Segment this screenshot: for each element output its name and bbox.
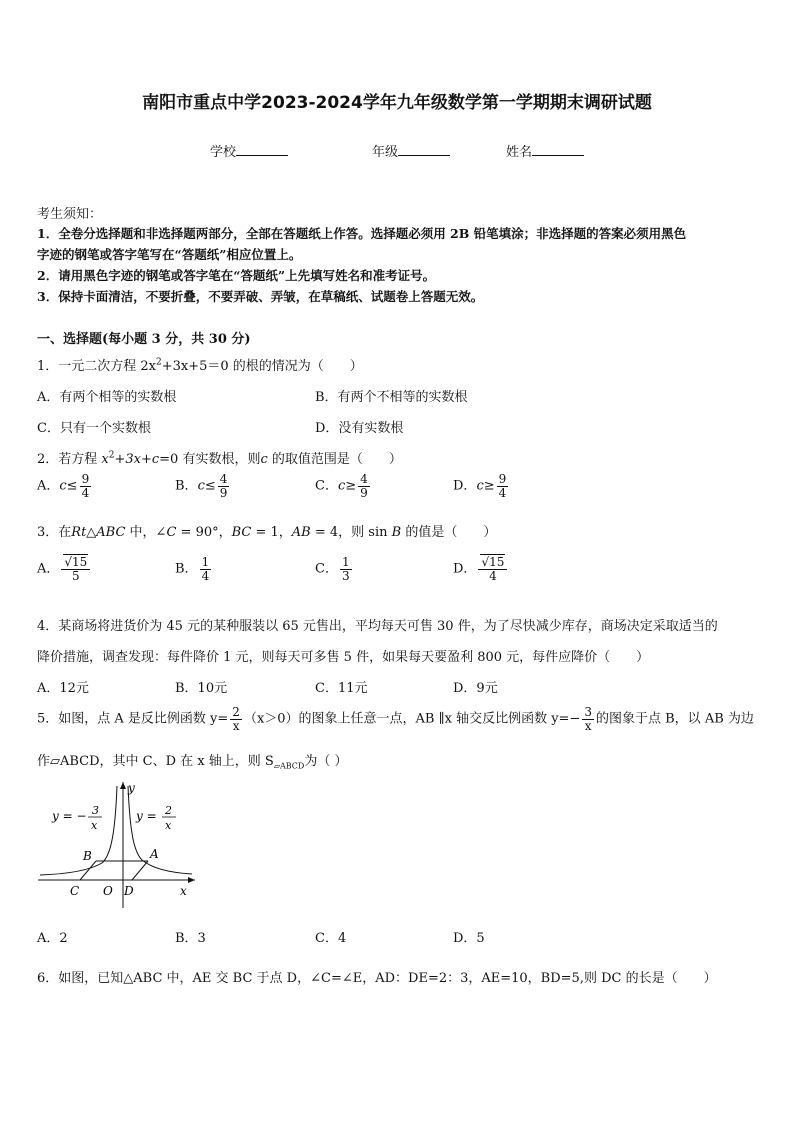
left-curve-label: y = − <box>52 809 87 823</box>
q1-option-c[interactable]: C．只有一个实数根 <box>37 421 151 436</box>
q1-option-b[interactable]: B．有两个不相等的实数根 <box>315 390 468 405</box>
q1-option-d[interactable]: D．没有实数根 <box>315 421 404 436</box>
q2-b-label: B． <box>175 478 198 494</box>
q5-text-pre: 5．如图，点 A 是反比例函数 y= <box>37 711 229 727</box>
q3-text-1: 中，∠ <box>125 525 167 540</box>
q3-b: B <box>391 525 402 540</box>
q4-option-d[interactable]: D．9元 <box>453 681 498 696</box>
q2-var: c <box>260 452 268 467</box>
q1-sup: 2 <box>156 357 162 368</box>
point-d-label: D <box>124 884 134 898</box>
segment-ad <box>132 861 148 880</box>
q3-bc: BC <box>231 525 252 540</box>
q5-fraction-1 <box>230 706 242 732</box>
right-curve-den: x <box>165 819 172 832</box>
point-c-label: C <box>70 884 80 898</box>
q3-d-radical: √15 <box>481 555 505 569</box>
q5-text-mid: （x＞0）的图象上任意一点，AB ∥x 轴交反比例函数 y=− <box>243 711 581 727</box>
q5-option-d[interactable]: D．5 <box>453 931 485 946</box>
q5-f1-num: 2 <box>232 705 240 719</box>
q3-option-b[interactable] <box>175 556 213 582</box>
q5-option-b[interactable]: B．3 <box>175 931 206 946</box>
left-curve-den: x <box>91 819 98 832</box>
q3-b-fraction <box>200 556 212 582</box>
school-blank[interactable] <box>236 143 288 156</box>
y-axis-arrow <box>120 782 126 789</box>
q2-c-rel: c≥ <box>337 478 357 494</box>
q1-text-post: +3x+5＝0 的根的情况为（ ） <box>161 359 363 374</box>
q3-a-label: A． <box>37 561 60 577</box>
q2-c-den: 9 <box>360 485 368 500</box>
point-b-label: B <box>83 849 92 863</box>
q3-option-d[interactable] <box>453 556 509 582</box>
notice-heading: 考生须知： <box>37 207 103 222</box>
q5-text-post: 的图象于点 B，以 AB 为边 <box>596 711 754 727</box>
notice-line-1b: 字迹的钢笔或答字笔写在“答题纸”相应位置上。 <box>37 247 302 262</box>
q2-a-label: A． <box>37 478 60 494</box>
question-2 <box>37 448 402 467</box>
grade-blank[interactable] <box>398 143 450 156</box>
q2-a-den: 4 <box>81 485 90 500</box>
notice-line-1a: 1．全卷分选择题和非选择题两部分，全部在答题纸上作答。选择题必须用 2B 铅笔填涂；非选择题的答案必须用黑色 <box>37 226 687 241</box>
q1-option-a[interactable]: A．有两个相等的实数根 <box>37 390 177 405</box>
q3-a-fraction <box>61 556 90 582</box>
q3-c-num: 1 <box>341 555 350 569</box>
question-4-line-2: 降价措施，调查发现：每件降价 1 元，则每天可多售 5 件，如果每天要盈利 800 元，每件应降价（ ） <box>37 650 650 665</box>
notice-line-2: 2．请用黑色字迹的钢笔或答字笔在“答题纸”上先填写姓名和准考证号。 <box>37 268 436 283</box>
q2-b-fraction <box>218 473 230 499</box>
x-axis-label: x <box>180 884 187 898</box>
q2-d-den: 4 <box>498 485 507 500</box>
q2-eq-b: +3x+c <box>114 452 160 467</box>
q2-c-label: C． <box>315 478 338 494</box>
q2-sup: 2 <box>108 450 115 461</box>
q3-angle-c: C <box>166 525 177 540</box>
q3-text-2: = 90°， <box>176 525 232 540</box>
q2-text-post: 的取值范围是（ ） <box>267 452 402 467</box>
school-label: 学校 <box>210 145 237 160</box>
q4-option-a[interactable]: A．12元 <box>37 681 89 696</box>
q2-c-num: 4 <box>360 472 368 486</box>
q4-option-b[interactable]: B．10元 <box>175 681 228 696</box>
q3-triangle: Rt△ABC <box>71 525 126 540</box>
q3-ab: AB <box>291 525 311 540</box>
right-curve-num: 2 <box>165 804 172 817</box>
section-heading: 一、选择题(每小题 3 分，共 30 分) <box>37 332 251 347</box>
q5-line2-sub: ▱ABCD <box>273 761 305 771</box>
left-curve-num: 3 <box>92 804 99 817</box>
q3-c-label: C． <box>315 561 338 577</box>
grade-field[interactable] <box>372 141 450 160</box>
q3-c-fraction <box>340 556 352 582</box>
question-3 <box>37 521 496 540</box>
q2-b-rel: c≤ <box>197 478 216 494</box>
q5-option-a[interactable]: A．2 <box>37 931 68 946</box>
q3-b-label: B． <box>175 561 198 577</box>
q3-d-fraction <box>478 556 507 582</box>
q2-b-num: 4 <box>219 472 228 486</box>
point-o-label: O <box>103 884 113 898</box>
q4-option-c[interactable]: C．11元 <box>315 681 368 696</box>
q2-d-num: 9 <box>498 472 507 486</box>
q3-text-4: = 4，则 sin <box>310 525 392 540</box>
curve-neg-3-over-x <box>40 786 117 875</box>
q3-b-den: 4 <box>201 568 210 583</box>
q2-d-label: D． <box>453 478 477 494</box>
q2-c-fraction <box>358 473 370 499</box>
question-5-line-2 <box>37 750 347 771</box>
notice-line-3: 3．保持卡面清洁，不要折叠，不要弄破、弄皱，在草稿纸、试题卷上答题无效。 <box>37 289 484 304</box>
school-field[interactable] <box>210 141 288 160</box>
q3-d-den: 4 <box>489 568 497 583</box>
question-6: 6．如图，已知△ABC 中，AE 交 BC 于点 D，∠C=∠E，AD：DE=2：3，AE=10，BD=5,则 DC 的长是（ ） <box>37 971 717 986</box>
x-axis-arrow <box>188 877 195 883</box>
q2-b-den: 9 <box>219 485 228 500</box>
q3-a-den: 5 <box>72 568 80 583</box>
q2-option-b[interactable] <box>175 473 231 499</box>
right-curve-label: y = <box>136 809 157 823</box>
q2-d-fraction <box>497 473 509 499</box>
q2-option-d[interactable] <box>453 473 510 499</box>
q5-f2-den: x <box>584 718 592 733</box>
q2-d-rel: c≥ <box>476 478 495 494</box>
question-5-line-1 <box>37 706 754 732</box>
q5-line2-post: 为（ ） <box>304 754 348 769</box>
q2-eq-a: x <box>101 452 109 467</box>
page-title: 南阳市重点中学2023-2024学年九年级数学第一学期期末调研试题 <box>142 93 652 113</box>
q3-b-num: 1 <box>201 555 210 569</box>
q2-text-pre: 2．若方程 <box>37 452 102 467</box>
q3-option-a[interactable] <box>37 556 92 582</box>
q3-d-label: D． <box>453 561 477 577</box>
name-field[interactable] <box>506 141 584 160</box>
hyperbola-graph <box>30 778 200 913</box>
name-label: 姓名 <box>506 145 533 160</box>
grade-label: 年级 <box>372 145 399 160</box>
name-blank[interactable] <box>532 143 584 156</box>
question-4-line-1: 4．某商场将进货价为 45 元的某种服装以 65 元售出，平均每天可售 30 件，为了尽快减少库存，商场决定采取适当的 <box>37 619 718 634</box>
question-1 <box>37 355 363 374</box>
q3-text-post: 的值是（ ） <box>401 525 497 540</box>
q5-f2-num: 3 <box>584 705 592 719</box>
q2-option-c[interactable] <box>315 473 372 499</box>
q2-a-rel: c≤ <box>59 478 78 494</box>
y-axis-label: y <box>128 781 135 795</box>
q3-option-c[interactable] <box>315 556 354 582</box>
q5-line2-pre: 作▱ABCD，其中 C、D 在 x 轴上，则 S <box>37 754 274 769</box>
q2-text-mid: =0 有实数根，则 <box>159 452 261 467</box>
q1-text-pre: 1．一元二次方程 2x <box>37 359 157 374</box>
q5-fraction-2 <box>582 706 594 732</box>
q2-option-a[interactable] <box>37 473 93 499</box>
q3-a-num <box>61 556 90 570</box>
q5-f1-den: x <box>232 718 240 733</box>
q3-text-pre: 3．在 <box>37 525 72 540</box>
point-a-label: A <box>150 847 159 861</box>
q5-option-c[interactable]: C．4 <box>315 931 347 946</box>
q3-text-3: = 1， <box>251 525 292 540</box>
q3-a-radical: √15 <box>64 555 88 569</box>
q3-c-den: 3 <box>341 568 350 583</box>
q2-a-num: 9 <box>81 472 90 486</box>
q2-a-fraction <box>80 473 92 499</box>
q3-d-num <box>478 556 507 570</box>
